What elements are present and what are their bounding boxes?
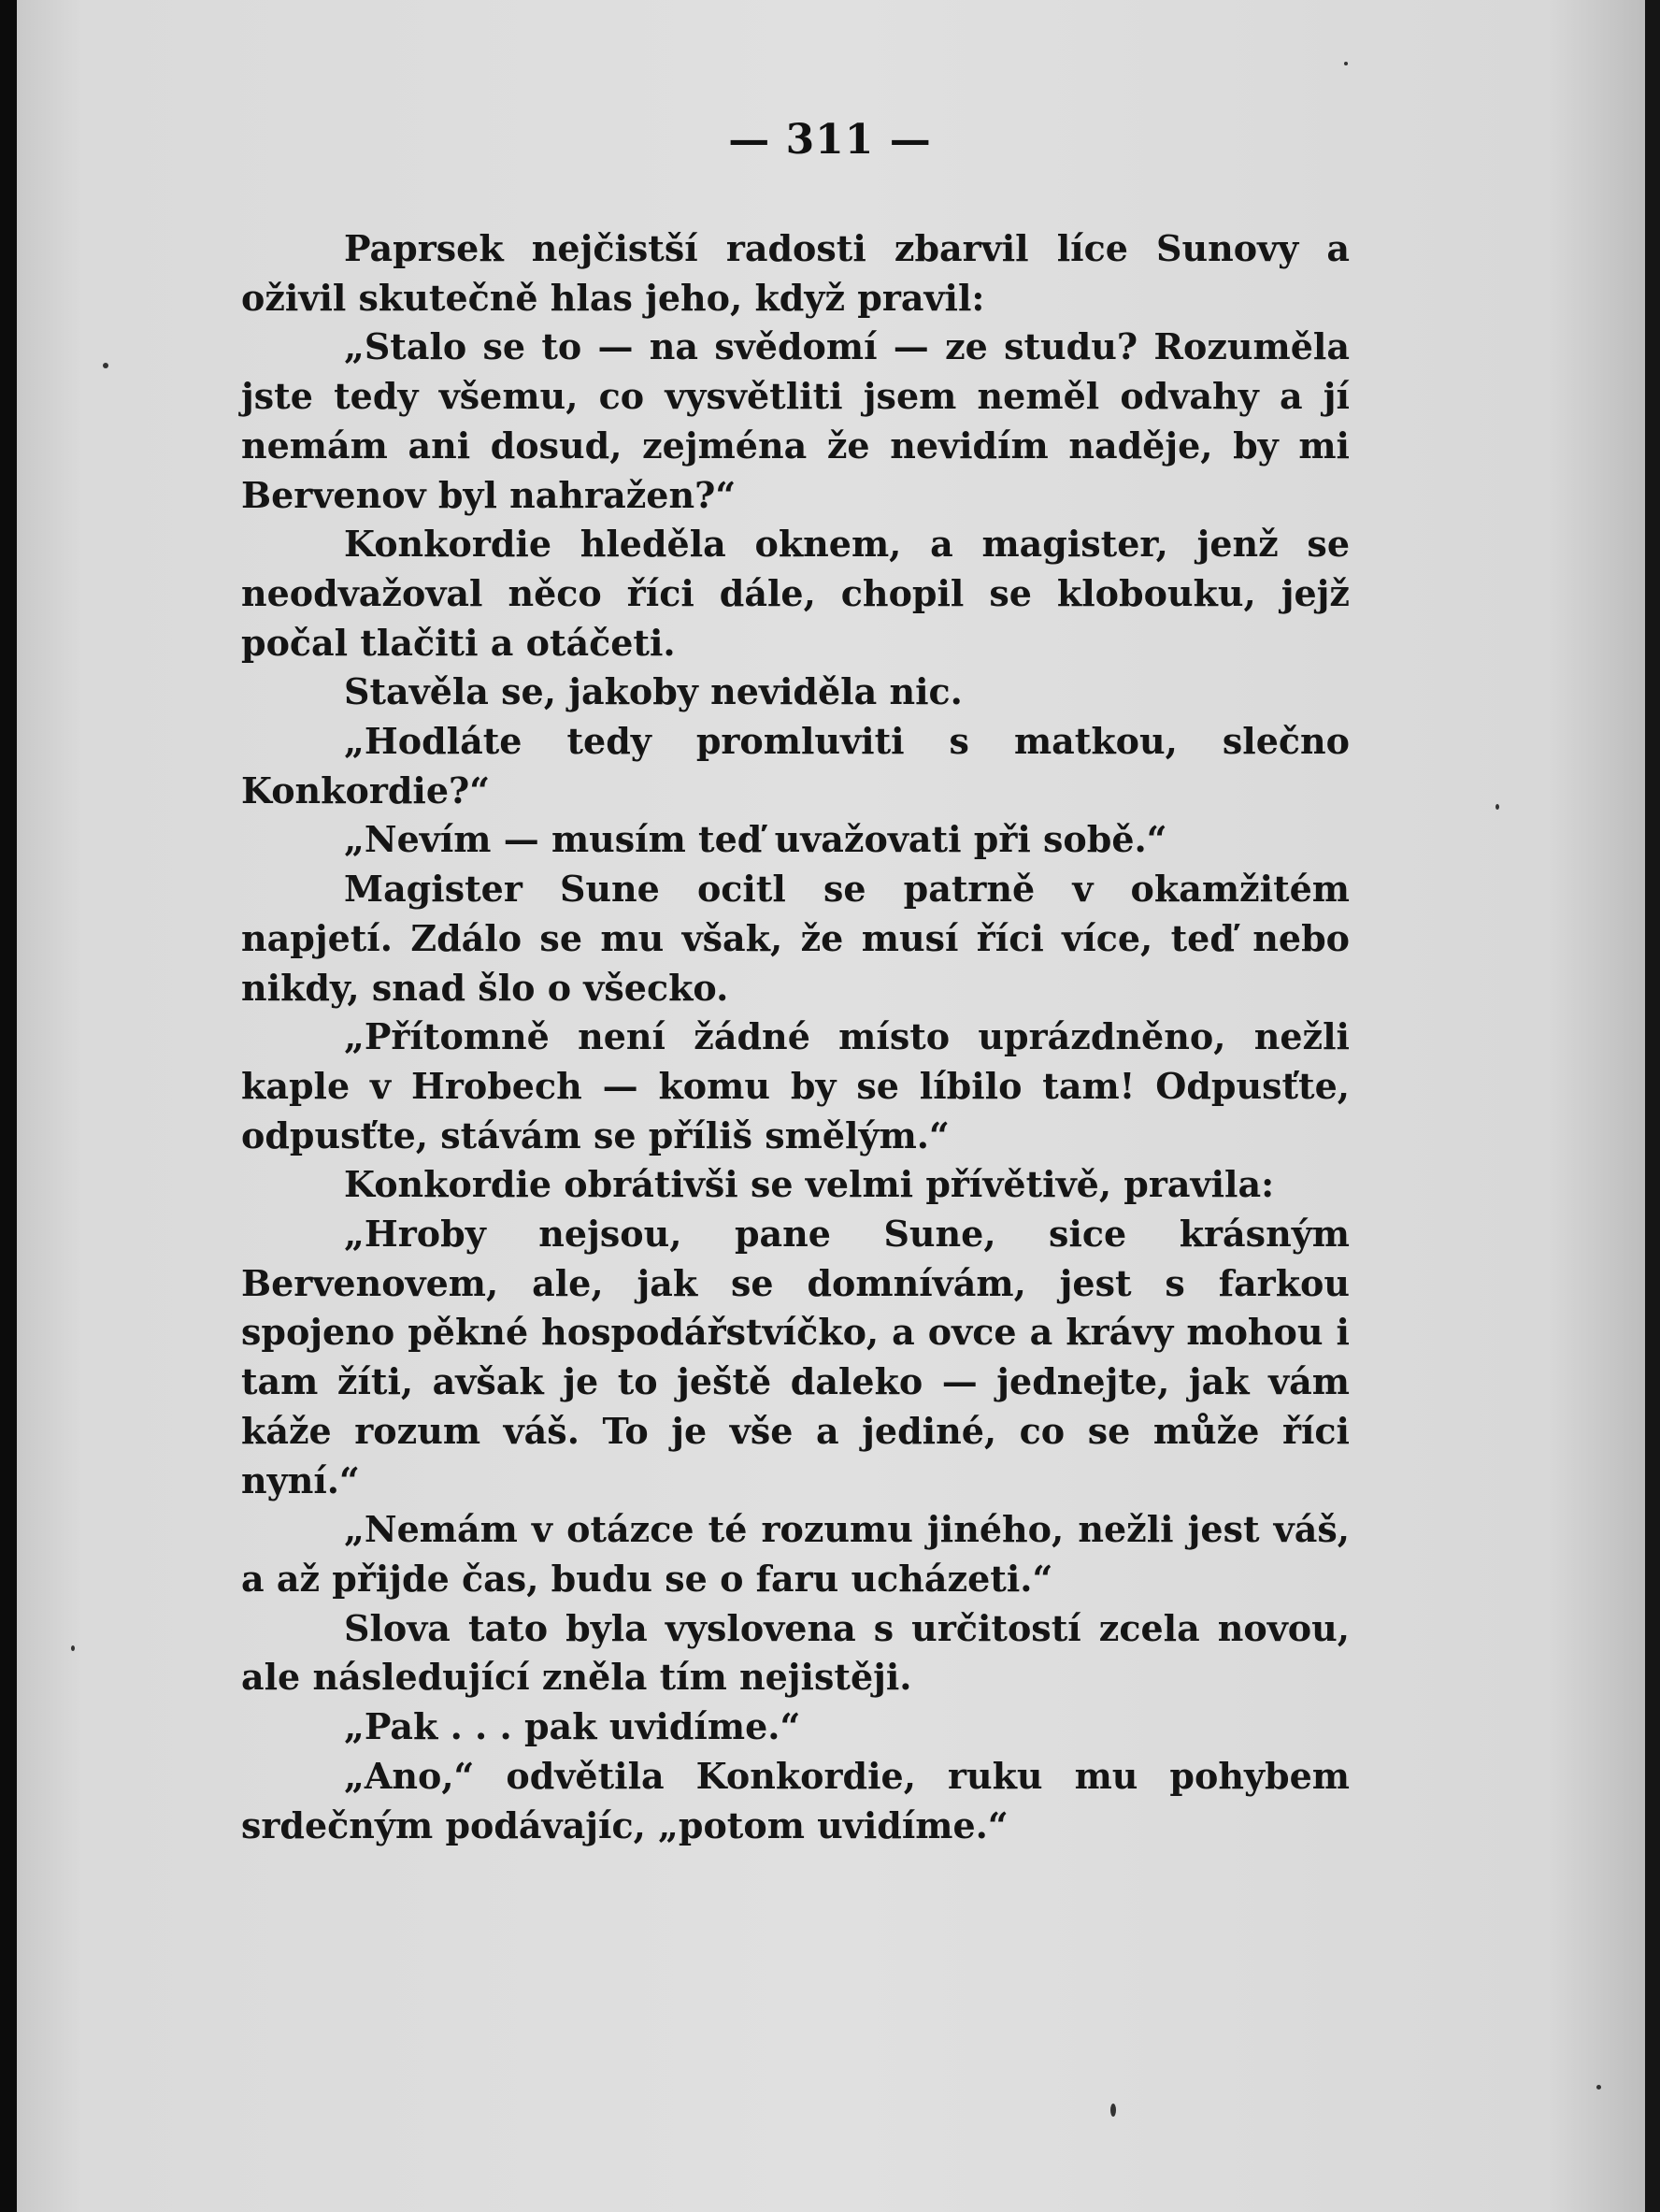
paper-speck [71, 1645, 75, 1651]
paragraph: „Hroby nejsou, pane Sune, sice krásným Bervenovem, ale, jak se domnívám, jest s farkou spojeno pěkné hospodářstvíčko, a ovce a krávy mohou i tam žíti, avšak je to ještě daleko — jednejte, jak vám káže rozum váš. To je vše a jediné, co se může říci nyní.“ [241, 1213, 1350, 1501]
paragraph: Konkordie obrátivši se velmi přívětivě, pravila: [344, 1163, 1275, 1206]
paper-speck [1344, 62, 1348, 65]
paper-speck [1110, 2104, 1116, 2117]
paragraph: Konkordie hleděla oknem, a magister, jenž se neodvažoval něco říci dále, chopil se klobouku, jejž počal tlačiti a otáčeti. [241, 523, 1350, 664]
paragraph: „Stalo se to — na svědomí — ze studu? Rozuměla jste tedy všemu, co vysvětliti jsem neměl odvahy a jí nemám ani dosud, zejména že nevidím naděje, by mi Bervenov byl nahražen?“ [241, 325, 1350, 516]
paragraph: „Ano,“ odvětila Konkordie, ruku mu pohybem srdečným podávajíc, „potom uvidíme.“ [241, 1754, 1350, 1846]
paragraph: Paprsek nejčistší radosti zbarvil líce Sunovy a oživil skutečně hlas jeho, když pravil: [241, 227, 1350, 319]
binding-shadow [0, 0, 17, 2212]
paragraph: „Přítomně není žádné místo uprázdněno, nežli kaple v Hrobech — komu by se líbilo tam! Odpusťte, odpusťte, stávám se příliš smělým.“ [241, 1015, 1350, 1156]
paragraph: Magister Sune ocitl se patrně v okamžitém napjetí. Zdálo se mu však, že musí říci více, teď nebo nikdy, snad šlo o všecko. [241, 868, 1350, 1009]
paragraph: „Pak . . . pak uvidíme.“ [344, 1705, 801, 1748]
paragraph: „Nevím — musím teď uvažovati při sobě.“ [344, 818, 1167, 861]
paper-speck [1596, 2085, 1601, 2090]
paragraph: „Hodláte tedy promluviti s matkou, slečno Konkordie?“ [241, 720, 1350, 812]
body-text [241, 224, 1350, 1850]
paper-speck [103, 363, 108, 368]
page-number: — 311 — [728, 116, 932, 164]
paragraph: „Nemám v otázce té rozumu jiného, nežli jest váš, a až přijde čas, budu se o faru ucházeti.“ [241, 1508, 1350, 1600]
paragraph: Slova tato byla vyslovena s určitostí zcela novou, ale následující zněla tím nejistěji. [241, 1606, 1350, 1699]
paper-speck [1495, 804, 1499, 810]
paragraph: Stavěla se, jakoby neviděla nic. [344, 670, 963, 713]
